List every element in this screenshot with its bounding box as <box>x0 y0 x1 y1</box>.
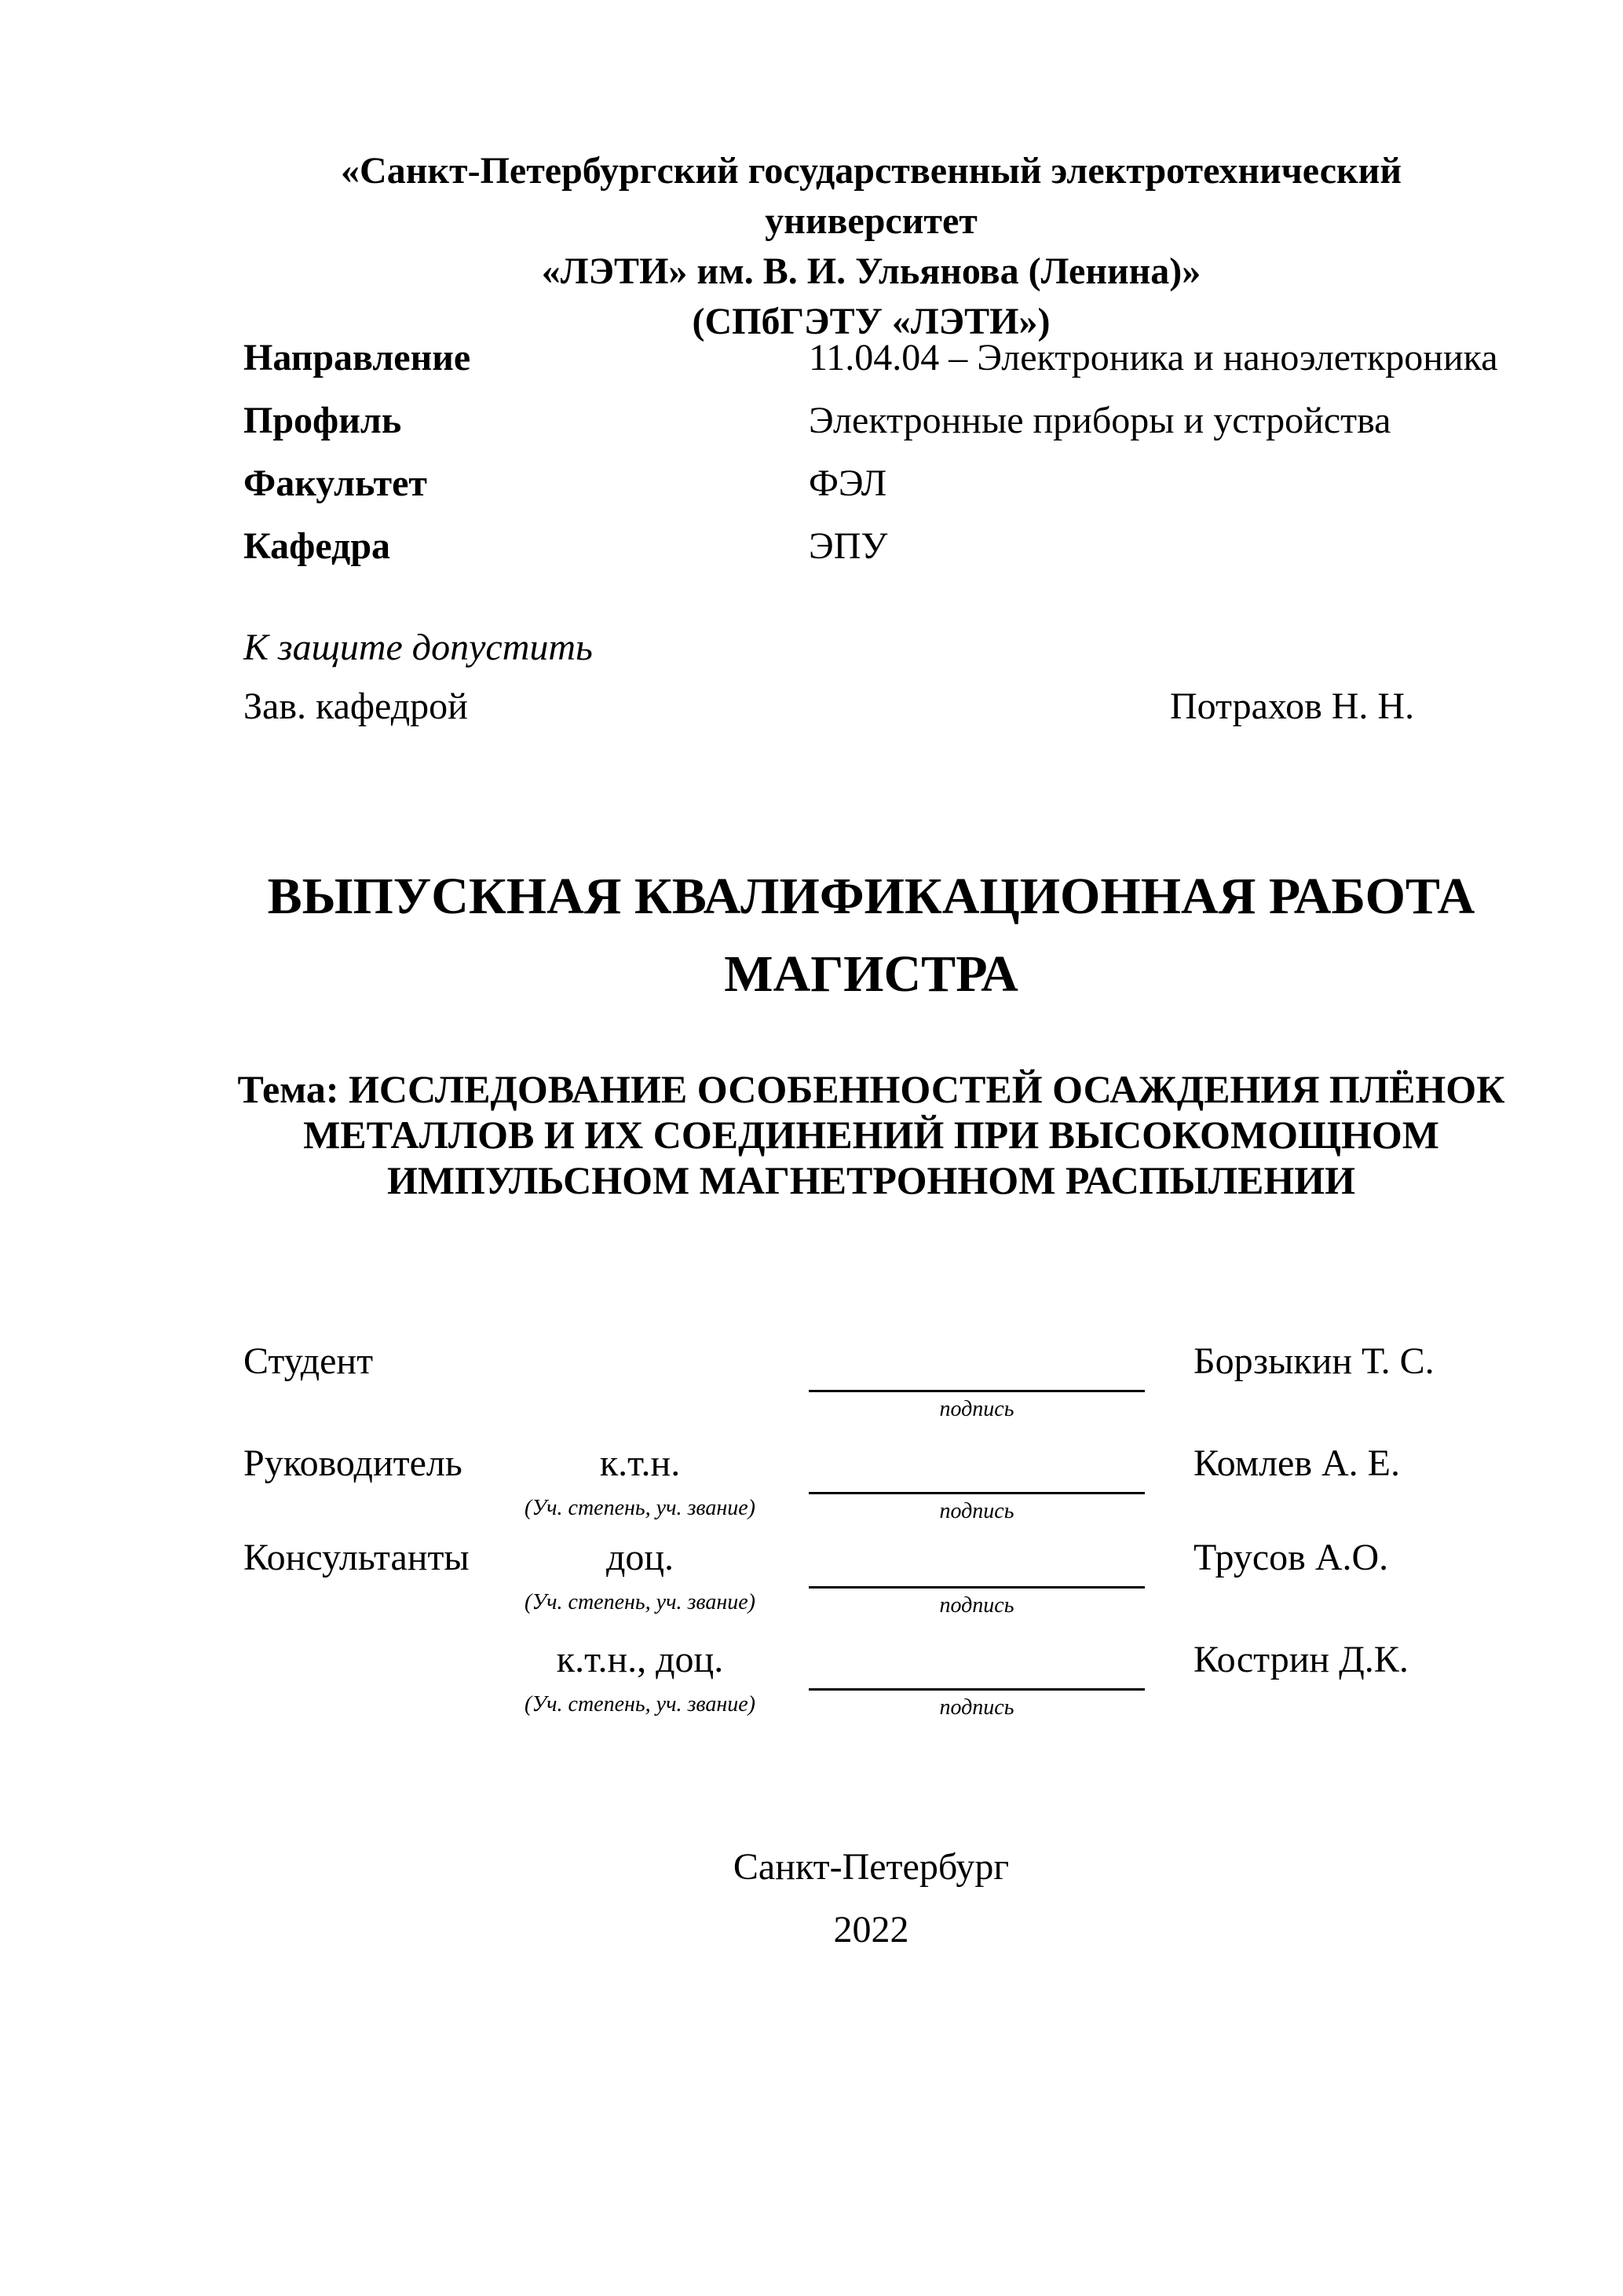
degree-caption: (Уч. степень, уч. звание) <box>525 1692 755 1717</box>
university-abbreviation: (СПбГЭТУ «ЛЭТИ») <box>692 301 1051 342</box>
thesis-topic-line-3: ИМПУЛЬСНОМ МАГНЕТРОННОМ РАСПЫЛЕНИИ <box>386 1158 1356 1202</box>
profile-value: Электронные приборы и устройства <box>809 399 1391 441</box>
profile-label: Профиль <box>243 399 402 441</box>
consultant-2-degree: к.т.н., доц. <box>556 1639 724 1680</box>
work-title <box>236 857 1507 1013</box>
department-head-label: Зав. кафедрой <box>243 686 468 727</box>
program-info-table <box>243 326 1507 577</box>
supervisor-degree: к.т.н. <box>599 1442 681 1484</box>
student-name: Борзыкин Т. С. <box>1193 1340 1435 1382</box>
department-head-name: Потрахов Н. Н. <box>1170 686 1415 727</box>
publication-year: 2022 <box>833 1909 909 1951</box>
work-title-line-2: МАГИСТРА <box>724 945 1018 1003</box>
faculty-value: ФЭЛ <box>809 462 887 504</box>
admission-phrase: К защите допустить <box>243 627 593 668</box>
thesis-topic-line-2: МЕТАЛЛОВ И ИХ СОЕДИНЕНИЙ ПРИ ВЫСОКОМОЩНОМ <box>303 1113 1439 1157</box>
thesis-topic-line-1: Тема: ИССЛЕДОВАНИЕ ОСОБЕННОСТЕЙ ОСАЖДЕНИЯ ПЛЁНОК <box>237 1067 1505 1111</box>
publication-city: Санкт-Петербург <box>733 1846 1010 1888</box>
info-row-department <box>243 514 1507 577</box>
direction-value: 11.04.04 – Электроника и наноэлеткроника <box>809 336 1498 378</box>
degree-caption: (Уч. степень, уч. звание) <box>525 1590 755 1614</box>
signature-line <box>809 1688 1145 1691</box>
signature-row-supervisor <box>236 1442 1507 1544</box>
supervisor-name: Комлев А. Е. <box>1193 1442 1400 1484</box>
university-header <box>236 146 1507 347</box>
signature-line <box>809 1492 1145 1494</box>
consultants-role-label: Консультанты <box>243 1537 470 1578</box>
thesis-topic <box>236 1066 1507 1203</box>
supervisor-role-label: Руководитель <box>243 1442 462 1484</box>
student-role-label: Студент <box>243 1340 374 1382</box>
signature-caption: подпись <box>939 1695 1014 1720</box>
signature-row-student <box>236 1340 1507 1442</box>
consultant-1-degree: доц. <box>605 1537 674 1578</box>
signature-caption: подпись <box>939 1593 1014 1618</box>
signature-caption: подпись <box>939 1397 1014 1421</box>
signature-line <box>809 1390 1145 1392</box>
direction-label: Направление <box>243 336 471 378</box>
university-name-line-1: «Санкт-Петербургский государственный электротехнический университет <box>341 150 1402 242</box>
work-title-line-1: ВЫПУСКНАЯ КВАЛИФИКАЦИОННАЯ РАБОТА <box>267 868 1475 925</box>
department-value: ЭПУ <box>809 525 888 567</box>
signature-row-consultant-2 <box>236 1638 1507 1740</box>
info-row-faculty <box>243 452 1507 514</box>
signature-line <box>809 1586 1145 1589</box>
signature-caption: подпись <box>939 1499 1014 1523</box>
consultant-2-name: Кострин Д.К. <box>1193 1639 1409 1680</box>
signature-row-consultant-1 <box>236 1536 1507 1638</box>
faculty-label: Факультет <box>243 462 427 504</box>
info-row-profile <box>243 389 1507 452</box>
department-label: Кафедра <box>243 525 391 567</box>
info-row-direction <box>243 326 1507 389</box>
consultant-1-name: Трусов А.О. <box>1193 1537 1389 1578</box>
degree-caption: (Уч. степень, уч. звание) <box>525 1496 755 1520</box>
university-name-line-2: «ЛЭТИ» им. В. И. Ульянова (Ленина)» <box>541 250 1201 292</box>
